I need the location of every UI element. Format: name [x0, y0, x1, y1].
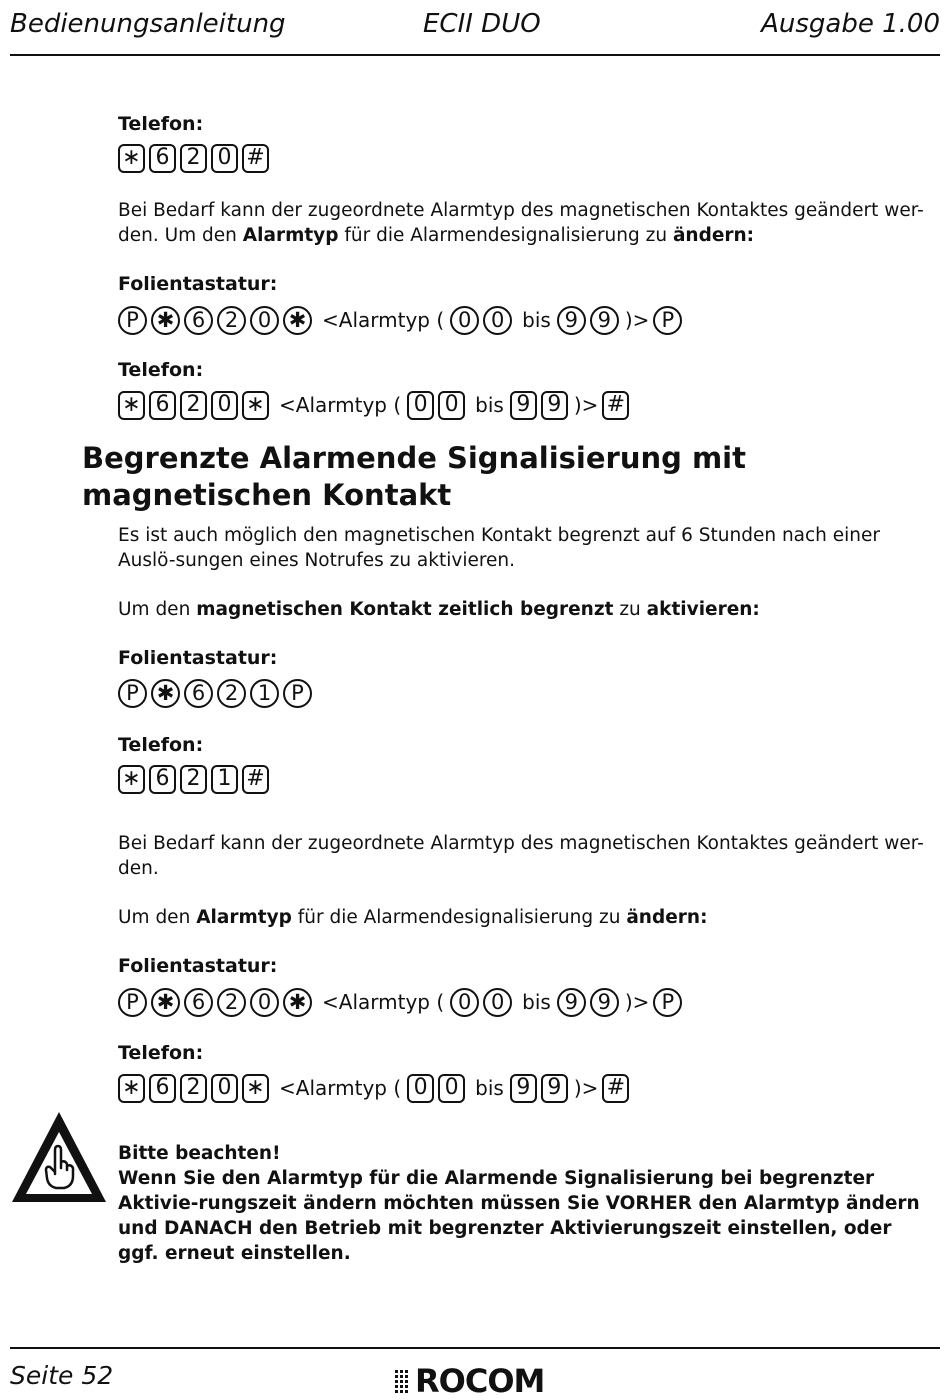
key-6: 6 — [149, 765, 176, 794]
alarmtyp-open: <Alarmtyp ( — [279, 1076, 402, 1100]
page-header — [10, 8, 940, 42]
key-0: 0 — [450, 988, 479, 1017]
key-2: 2 — [180, 765, 207, 794]
key-hash: # — [602, 391, 629, 420]
key-star: ∗ — [118, 144, 145, 173]
key-p: P — [653, 306, 682, 335]
paragraph-text: für die Alarmendesignalisierung zu — [291, 907, 627, 928]
pointing-hand-warning-icon — [10, 1110, 108, 1204]
alarmtyp-close: )> — [624, 990, 650, 1014]
key-9: 9 — [510, 391, 537, 420]
key-9: 9 — [541, 391, 568, 420]
section-heading: Begrenzte Alarmende Signalisierung mit magnetischen Kontakt — [82, 441, 746, 512]
paragraph-change — [118, 905, 930, 930]
notice-text: Wenn Sie den Alarmtyp für die Alarmende Signalisierung bei begrenzter Aktivie-rungszeit ändern möchten müssen Sie VORHER den Alarmtyp ändern und DANACH den Betrieb mit begrenzter Aktivierungszeit einstellen, oder ggf. erneut einstellen. — [118, 1168, 920, 1264]
key-0: 0 — [407, 1074, 434, 1103]
notice-block — [118, 1141, 938, 1266]
page-number: Seite 52 — [10, 1361, 114, 1390]
key-1: 1 — [211, 765, 238, 794]
paragraph-text: für die Alarmendesignalisierung zu — [338, 225, 673, 246]
key-6: 6 — [184, 679, 213, 708]
key-star: ✱ — [151, 306, 180, 335]
key-p: P — [118, 306, 147, 335]
key-0: 0 — [211, 1074, 238, 1103]
paragraph-bold: magnetischen Kontakt zeitlich begrenzt — [196, 599, 614, 620]
key-2: 2 — [217, 988, 246, 1017]
telefon-sequence-4 — [118, 1071, 633, 1105]
rocom-logo-mark — [393, 1366, 413, 1396]
key-0: 0 — [211, 144, 238, 173]
key-0: 0 — [438, 1074, 465, 1103]
key-star: ∗ — [118, 391, 145, 420]
paragraph-text: Um den — [118, 599, 197, 620]
header-rule — [10, 54, 940, 56]
alarmtyp-close: )> — [573, 393, 599, 417]
key-9: 9 — [541, 1074, 568, 1103]
key-9: 9 — [557, 988, 586, 1017]
key-p: P — [118, 679, 147, 708]
key-9: 9 — [590, 306, 619, 335]
alarmtyp-open: <Alarmtyp ( — [322, 308, 445, 332]
key-hash: # — [602, 1074, 629, 1103]
paragraph-text: den. Um den — [118, 225, 243, 246]
alarmtyp-close: )> — [573, 1076, 599, 1100]
key-9: 9 — [590, 988, 619, 1017]
key-star: ✱ — [283, 988, 312, 1017]
telefon-label-2: Telefon: — [118, 359, 204, 381]
key-9: 9 — [557, 306, 586, 335]
key-6: 6 — [149, 391, 176, 420]
bis-text: bis — [475, 1076, 504, 1100]
key-2: 2 — [180, 1074, 207, 1103]
key-2: 2 — [217, 679, 246, 708]
rocom-logo — [393, 1364, 544, 1398]
paragraph-bold: Alarmtyp — [196, 907, 292, 928]
key-6: 6 — [149, 1074, 176, 1103]
key-2: 2 — [180, 144, 207, 173]
key-0: 0 — [250, 306, 279, 335]
key-p: P — [283, 679, 312, 708]
paragraph-bold: aktivieren: — [646, 599, 760, 620]
telefon-label-4: Telefon: — [118, 1042, 204, 1064]
key-6: 6 — [149, 144, 176, 173]
folien-sequence-1 — [118, 303, 686, 337]
key-0: 0 — [250, 988, 279, 1017]
key-star: ∗ — [118, 765, 145, 794]
key-2: 2 — [217, 306, 246, 335]
folien-sequence-2 — [118, 676, 316, 710]
folien-sequence-3 — [118, 985, 686, 1019]
paragraph-alarmtyp-1 — [118, 198, 930, 248]
folientastatur-label-3: Folientastatur: — [118, 955, 278, 977]
header-manual-title: Bedienungsanleitung — [10, 9, 286, 39]
key-1: 1 — [250, 679, 279, 708]
paragraph-bold: ändern: — [672, 225, 755, 246]
key-0: 0 — [407, 391, 434, 420]
logo-text: ROCOM — [415, 1362, 545, 1400]
paragraph-activate — [118, 597, 930, 622]
paragraph-intro: Es ist auch möglich den magnetischen Kontakt begrenzt auf 6 Stunden nach einer Auslö-sungen eines Notrufes zu aktivieren. — [118, 525, 881, 571]
bis-text: bis — [475, 393, 504, 417]
key-star: ∗ — [242, 391, 269, 420]
paragraph-text: Bei Bedarf kann der zugeordnete Alarmtyp des magnetischen Kontaktes geändert wer- — [118, 200, 924, 221]
key-6: 6 — [184, 988, 213, 1017]
header-product: ECII DUO — [423, 9, 541, 39]
key-9: 9 — [510, 1074, 537, 1103]
telefon-sequence-3 — [118, 762, 273, 796]
bis-text: bis — [522, 308, 551, 332]
paragraph-alarmtyp-2: Bei Bedarf kann der zugeordnete Alarmtyp des magnetischen Kontaktes geändert wer-den. — [118, 833, 924, 879]
telefon-label-3: Telefon: — [118, 734, 204, 756]
folientastatur-label-2: Folientastatur: — [118, 647, 278, 669]
key-star: ✱ — [283, 306, 312, 335]
key-0: 0 — [483, 988, 512, 1017]
paragraph-text: Um den — [118, 907, 197, 928]
key-star: ∗ — [118, 1074, 145, 1103]
telefon-sequence-2 — [118, 388, 633, 422]
key-0: 0 — [438, 391, 465, 420]
header-edition: Ausgabe 1.00 — [761, 9, 940, 39]
key-6: 6 — [184, 306, 213, 335]
key-star: ✱ — [151, 679, 180, 708]
key-0: 0 — [211, 391, 238, 420]
notice-title: Bitte beachten! — [118, 1143, 281, 1164]
key-hash: # — [242, 144, 269, 173]
alarmtyp-open: <Alarmtyp ( — [279, 393, 402, 417]
key-2: 2 — [180, 391, 207, 420]
telefon-sequence-1 — [118, 141, 273, 175]
bis-text: bis — [522, 990, 551, 1014]
key-p: P — [653, 988, 682, 1017]
alarmtyp-open: <Alarmtyp ( — [322, 990, 445, 1014]
key-p: P — [118, 988, 147, 1017]
key-0: 0 — [450, 306, 479, 335]
key-star: ∗ — [242, 1074, 269, 1103]
alarmtyp-close: )> — [624, 308, 650, 332]
telefon-label-1: Telefon: — [118, 113, 204, 135]
folientastatur-label-1: Folientastatur: — [118, 273, 278, 295]
key-star: ✱ — [151, 988, 180, 1017]
paragraph-bold: ändern: — [626, 907, 708, 928]
footer-rule — [10, 1347, 940, 1349]
paragraph-text: zu — [613, 599, 647, 620]
paragraph-bold: Alarmtyp — [242, 225, 339, 246]
key-0: 0 — [483, 306, 512, 335]
key-hash: # — [242, 765, 269, 794]
